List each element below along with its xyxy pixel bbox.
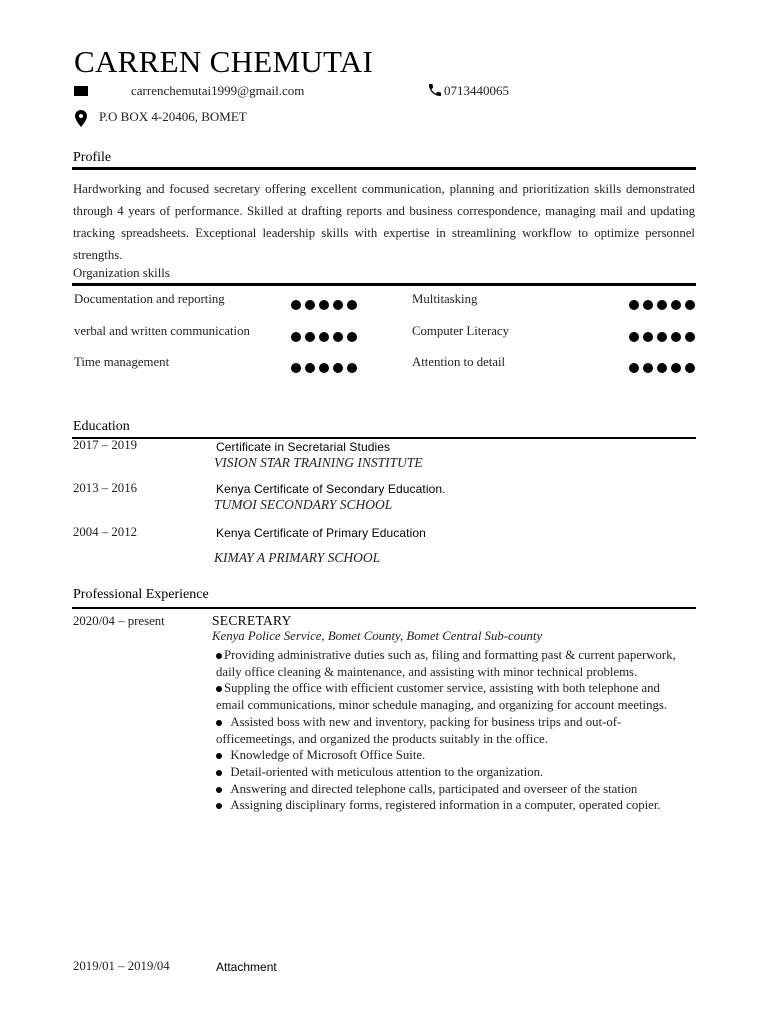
skill-rating-dots xyxy=(629,300,695,310)
duty-text: Knowledge of Microsoft Office Suite. xyxy=(230,748,426,763)
job-organization: Kenya Police Service, Bomet County, Bomet Central Sub-county xyxy=(212,629,543,643)
list-item xyxy=(216,747,686,764)
rating-dot xyxy=(291,332,301,342)
job-duties-list xyxy=(216,647,686,814)
rating-dot xyxy=(347,332,357,342)
bullet-icon xyxy=(216,720,222,726)
skill-rating-dots xyxy=(629,332,695,342)
skill-label: Time management xyxy=(74,355,170,369)
bullet-icon xyxy=(216,770,222,776)
rating-dot xyxy=(657,300,667,310)
candidate-name: CARREN CHEMUTAI xyxy=(74,44,374,79)
job-title: SECRETARY xyxy=(212,613,292,628)
list-item xyxy=(216,781,686,798)
list-item xyxy=(216,797,686,814)
rating-dot xyxy=(671,363,681,373)
profile-divider xyxy=(72,167,696,170)
education-divider xyxy=(72,437,696,439)
rating-dot xyxy=(319,300,329,310)
education-school: KIMAY A PRIMARY SCHOOL xyxy=(214,550,381,565)
skills-heading: Organization skills xyxy=(73,266,170,280)
education-dates: 2017 – 2019 xyxy=(73,438,137,452)
rating-dot xyxy=(671,300,681,310)
skill-rating-dots xyxy=(629,363,695,373)
location-pin-icon xyxy=(75,110,87,127)
duty-text: Assisted boss with new and inventory, packing for business trips and out-of-officemeetings, and organized the products suitably in the office. xyxy=(216,714,622,746)
profile-heading: Profile xyxy=(73,150,112,165)
rating-dot xyxy=(657,332,667,342)
duty-text: Answering and directed telephone calls, participated and overseer of the station xyxy=(230,781,638,796)
skill-rating-dots xyxy=(291,300,357,310)
duty-text: Providing administrative duties such as, filing and formatting past & current paperwork, daily office cleaning & maintenance, and assisting with minor technical problems. xyxy=(216,648,676,679)
skill-rating-dots xyxy=(291,363,357,373)
duty-text: Suppling the office with efficient customer service, assisting with both telephone and email communications, minor schedule managing, and organizing for account meetings. xyxy=(216,681,668,713)
profile-summary: Hardworking and focused secretary offering excellent communication, planning and prioritization skills demonstrated through 4 years of performance. Skilled at drafting reports and business correspondence, managing mail and updating tracking spreadsheets. Exceptional leadership skills with expertise in streamlining workflow to optimize personnel strengths. xyxy=(73,182,695,262)
rating-dot xyxy=(671,332,681,342)
bullet-icon xyxy=(216,686,222,692)
list-item xyxy=(216,764,686,781)
skill-label: verbal and written communication xyxy=(74,324,250,338)
rating-dot xyxy=(643,363,653,373)
rating-dot xyxy=(629,300,639,310)
address-text: P.O BOX 4-20406, BOMET xyxy=(99,109,247,124)
rating-dot xyxy=(685,332,695,342)
rating-dot xyxy=(657,363,667,373)
education-qualification: Certificate in Secretarial Studies xyxy=(216,440,391,454)
list-item xyxy=(216,714,686,747)
list-item xyxy=(216,647,686,680)
skill-label: Computer Literacy xyxy=(412,324,510,338)
rating-dot xyxy=(333,300,343,310)
rating-dot xyxy=(629,332,639,342)
job-dates: 2020/04 – present xyxy=(73,614,165,628)
rating-dot xyxy=(685,300,695,310)
education-qualification: Kenya Certificate of Secondary Education. xyxy=(216,482,446,496)
education-heading: Education xyxy=(73,419,130,434)
rating-dot xyxy=(291,300,301,310)
rating-dot xyxy=(347,363,357,373)
education-dates: 2013 – 2016 xyxy=(73,481,137,495)
education-dates: 2004 – 2012 xyxy=(73,525,137,539)
rating-dot xyxy=(305,300,315,310)
duty-text: Detail-oriented with meticulous attention to the organization. xyxy=(230,764,544,779)
bullet-icon xyxy=(216,787,222,793)
rating-dot xyxy=(629,363,639,373)
bullet-icon xyxy=(216,753,222,759)
skill-label: Documentation and reporting xyxy=(74,292,225,306)
duty-text: Assigning disciplinary forms, registered information in a computer, operated copier. xyxy=(230,798,661,813)
experience-heading: Professional Experience xyxy=(73,587,209,602)
rating-dot xyxy=(305,332,315,342)
bullet-icon xyxy=(216,653,222,659)
job-dates: 2019/01 – 2019/04 xyxy=(73,959,170,973)
phone-icon xyxy=(427,82,443,98)
experience-divider xyxy=(72,607,696,609)
rating-dot xyxy=(305,363,315,373)
skill-label: Multitasking xyxy=(412,292,478,306)
education-school: TUMOI SECONDARY SCHOOL xyxy=(214,497,393,512)
rating-dot xyxy=(643,332,653,342)
education-school: VISION STAR TRAINING INSTITUTE xyxy=(214,455,423,470)
list-item xyxy=(216,680,686,713)
email-text: carrenchemutai1999@gmail.com xyxy=(131,83,305,98)
rating-dot xyxy=(319,363,329,373)
bullet-icon xyxy=(216,803,222,809)
skill-rating-dots xyxy=(291,332,357,342)
rating-dot xyxy=(333,332,343,342)
rating-dot xyxy=(347,300,357,310)
rating-dot xyxy=(291,363,301,373)
mail-icon xyxy=(74,86,88,96)
job-title: Attachment xyxy=(216,960,277,974)
rating-dot xyxy=(685,363,695,373)
skill-label: Attention to detail xyxy=(412,355,506,369)
rating-dot xyxy=(643,300,653,310)
phone-text: 0713440065 xyxy=(444,83,509,98)
education-qualification: Kenya Certificate of Primary Education xyxy=(216,526,426,540)
rating-dot xyxy=(333,363,343,373)
rating-dot xyxy=(319,332,329,342)
skills-divider xyxy=(72,283,696,286)
